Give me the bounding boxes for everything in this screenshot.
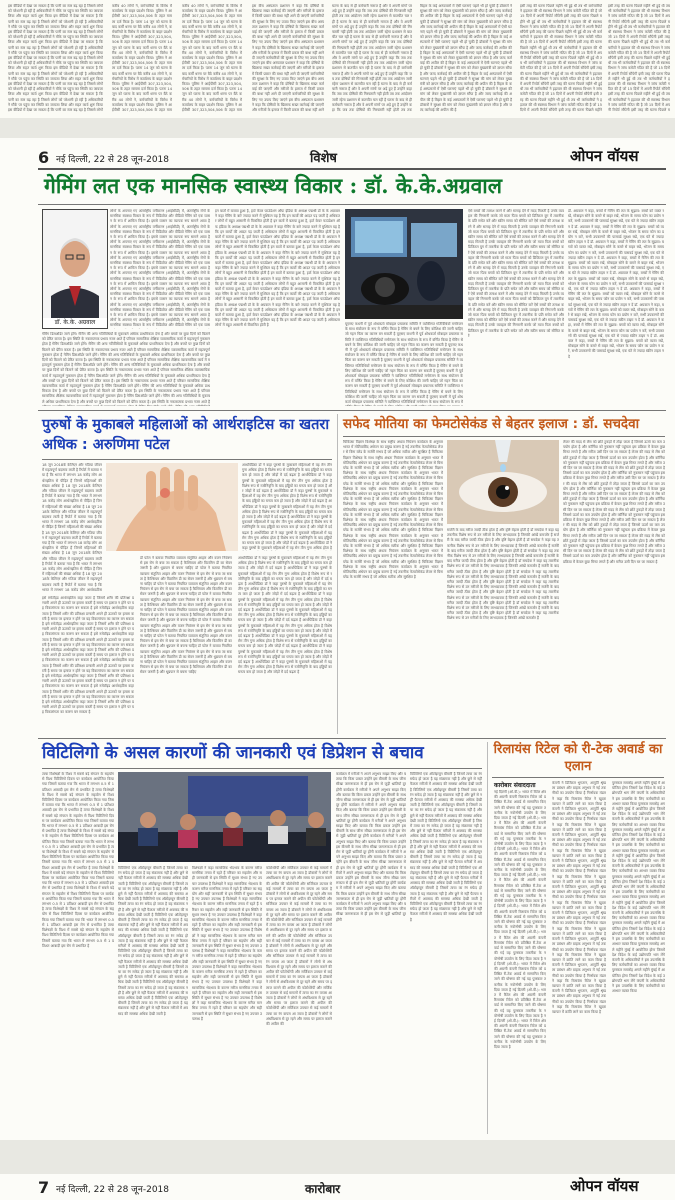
prev-column-6: इसी तरह की घटना पिछले महीने भी हुई थी तब भी कर्मचारियों ने हड़ताल की थी स्वास्थ्य विभाग ने जांच कमेटी गठित की है जो 15 दिनों में अपनी रिपोर्ट सौंपेगी इसी तरह की घटना पिछले महीने भी हुई थी तब भी कर्मचारियों ने हड़ताल की थी स्वास्थ्य विभाग ने जांच कमेटी गठित की है जो 15 दिनों में अपनी रिपोर्ट सौंपेगी इसी तरह की घटना पिछले महीने भी हुई थी तब भी कर्मचारियों ने हड़ताल की थी स्वास्थ्य विभाग ने जांच कमेटी गठित की है जो 15 दिनों में अपनी रिपोर्ट सौंपेगी इसी तरह की घटना पिछले महीने भी हुई थी तब भी कर्मचारियों ने हड़ताल की थी स्वास्थ्य विभाग ने जांच कमेटी गठित की है जो 15 दिनों में अपनी रिपोर्ट सौंपेगी इसी तरह की घटना पिछले महीने भी हुई थी तब भी कर्मचारियों ने हड़ताल की थी स्वास्थ्य विभाग ने जांच कमेटी गठित की है जो 15 दिनों में अपनी रिपोर्ट सौंपेगी इसी तरह की घटना पिछले महीने भी हुई थी तब भी कर्मचारियों ने हड़ताल की थी स्वास्थ्य विभाग ने जांच कमेटी गठित की है जो 15 दिनों में अपनी रिपोर्ट सौंपेगी इसी तरह की घटना पिछले महीने भी हुई थी तब भी कर्मचारियों ने हड़ताल की थी स्वास्थ्य विभाग ने जांच कमेटी गठित की है जो 15 दिनों में अपनी रिपोर्ट सौंपेगी इसी तरह की घटना पिछले महीने भी हुई थी तब भी कर्मचारियों ने हड़ताल की थी स्वास्थ्य विभाग ने जांच कमेटी गठित की है जो 15 दिनों में अपनी रिपोर्ट सौंपेगी इसी तरह की घटना पिछले महीने: [520, 4, 602, 112]
header-rule: [38, 168, 666, 170]
prev-column-7: इसी तरह की घटना पिछले महीने भी हुई थी तब भी कर्मचारियों ने हड़ताल की थी स्वास्थ्य विभाग ने जांच कमेटी गठित की है जो 15 दिनों में अपनी रिपोर्ट सौंपेगी इसी तरह की घटना पिछले महीने भी हुई थी तब भी कर्मचारियों ने हड़ताल की थी स्वास्थ्य विभाग ने जांच कमेटी गठित की है जो 15 दिनों में अपनी रिपोर्ट सौंपेगी इसी तरह की घटना पिछले महीने भी हुई थी तब भी कर्मचारियों ने हड़ताल की थी स्वास्थ्य विभाग ने जांच कमेटी गठित की है जो 15 दिनों में अपनी रिपोर्ट सौंपेगी इसी तरह की घटना पिछले महीने भी हुई थी तब भी कर्मचारियों ने हड़ताल की थी स्वास्थ्य विभाग ने जांच कमेटी गठित की है जो 15 दिनों में अपनी रिपोर्ट सौंपेगी इसी तरह की घटना पिछले महीने भी हुई थी तब भी कर्मचारियों ने हड़ताल की थी स्वास्थ्य विभाग ने जांच कमेटी गठित की है जो 15 दिनों में अपनी रिपोर्ट सौंपेगी इसी तरह की घटना पिछले महीने भी हुई थी तब भी कर्मचारियों ने हड़ताल की थी स्वास्थ्य विभाग ने जांच कमेटी गठित की है जो 15 दिनों में अपनी रिपोर्ट सौंपेगी इसी तरह की घटना पिछले म: [608, 4, 670, 112]
prev-column-1: इस वीडियो में देखा जा सकता है कि पानी का स्तर बढ़ रहा है जिससे लोगों को परेशानी हो रही है अधिकारियों ने मौके पर पहुंच कर स्थिति का जायजा लिया और राहत कार्य शुरू किया इस वीडियो में देखा जा सकता है कि पानी का स्तर बढ़ रहा है जिससे लोगों को परेशानी हो रही है अधिकारियों ने मौके पर पहुंच कर स्थिति का जायजा लिया और राहत कार्य शुरू किया इस वीडियो में देखा जा सकता है कि पानी का स्तर बढ़ रहा है जिससे लोगों को परेशानी हो रही है अधिकारियों ने मौके पर पहुंच कर स्थिति का जायजा लिया और राहत कार्य शुरू किया इस वीडियो में देखा जा सकता है कि पानी का स्तर बढ़ रहा है जिससे लोगों को परेशानी हो रही है अधिकारियों ने मौके पर पहुंच कर स्थिति का जायजा लिया और राहत कार्य शुरू किया इस वीडियो में देखा जा सकता है कि पानी का स्तर बढ़ रहा है जिससे लोगों को परेशानी हो रही है अधिकारियों ने मौके पर पहुंच कर स्थिति का जायजा लिया और राहत कार्य शुरू किया इस वीडियो में देखा जा सकता है कि पानी का स्तर बढ़ रहा है जिससे लोगों को परेशानी हो रही है अधिकारियों ने मौके पर पहुंच कर स्थिति का जायजा लिया और राहत कार्य शुरू किया इस वीडियो में देखा जा सकता है कि पानी का स्तर बढ़ रहा है जिससे लोगों को परेशानी हो रही है अधिकारियों ने मौके पर पहुंच कर स्थिति का जायजा लिया और राहत कार्य शुरू किया इस वीडियो में देखा जा सकता है कि पानी का स्तर बढ़ रहा है जिससे लोगों को परेशानी हो रही है अधिकारियों ने मौके पर पहुंच कर स्थिति का जायजा लिया और राहत कार्य शुरू किया इस वीडियो में देखा जा सकता है कि पानी का स्तर बढ़ रहा है जिससे लोगों: [8, 4, 103, 112]
gaming-bottom-rule: [38, 410, 666, 411]
vitiligo-col-6: विटिलिगो एक ऑटोइम्यून बीमारी है जिसमें त्वचा का रंग सफेद हो जाता है यह संक्रामक नहीं है और छूने से नहीं फैलता मरीजों में अवसाद की समस्या अधिक देखी जाती है विटिलिगो एक ऑटोइम्यून बीमारी है जिसमें त्वचा का रंग सफेद हो जाता है यह संक्रामक नहीं है और छूने से नहीं फैलता मरीजों में अवसाद की समस्या अधिक देखी जाती है विटिलिगो एक ऑटोइम्यून बीमारी है जिसमें त्वचा का रंग सफेद हो जाता है यह संक्रामक नहीं है और छूने से नहीं फैलता मरीजों में अवसाद की समस्या अधिक देखी जाती है विटिलिगो एक ऑटोइम्यून बीमारी है जिसमें त्वचा का रंग सफेद हो जाता है यह संक्रामक नहीं है और छूने से नहीं फैलता मरीजों में अवसाद की समस्या अधिक देखी जाती है विटिलिगो एक ऑटोइम्यून बीमारी है जिसमें त्वचा का रंग सफेद हो जाता है यह संक्रामक नहीं है और छूने से नहीं फैलता मरीजों में अवसाद की समस्या अधिक देखी जाती है विटिलिगो एक ऑटोइम्यून बीमारी है जिसमें त्वचा का रंग सफेद हो जाता है यह संक्रामक नहीं है और छूने से नहीं फैलता मरीजों में अवसाद की समस्या अधिक देखी जाती है विटिलिगो एक ऑटोइम्यून बीमारी है जिसमें त्वचा का रंग सफेद हो जाता है यह संक्रामक नहीं है और छूने से नहीं फैलता मरीजों में अवसाद की समस्या अधिक देखी जाती है विटिलिगो एक ऑटोइम्यून बीमारी है जिसमें त्वचा का रंग सफेद हो जाता है यह संक्रामक नहीं है और छूने से नहीं फैलता मरीजों में अवसाद की समस्या अधिक देखी जाती है विटिलिगो एक ऑटोइम्यून बीमारी है जिसमें त्वचा का रंग सफेद हो जाता है यह संक्रामक नहीं है और छूने से नहीं फैलता मरीजों में अवसाद की समस्या अधिक देखी जाती है: [410, 772, 482, 922]
cataract-col-2: सर्जरी के बाद मरीज जल्दी ठीक होता है और दृष्टि बेहतर होती है डॉ सचदेवा ने कहा यह तकनीक विशेष रूप से उन मरीजों के लिए लाभदायक है जिनकी आंखें कमजोर हैं सर्जरी के बाद मरीज जल्दी ठीक होता है और दृष्टि बेहतर होती है डॉ सचदेवा ने कहा यह तकनीक विशेष रूप से उन मरीजों के लिए लाभदायक है जिनकी आंखें कमजोर हैं सर्जरी के बाद मरीज जल्दी ठीक होता है और दृष्टि बेहतर होती है डॉ सचदेवा ने कहा यह तकनीक विशेष रूप से उन मरीजों के लिए लाभदायक है जिनकी आंखें कमजोर हैं सर्जरी के बाद मरीज जल्दी ठीक होता है और दृष्टि बेहतर होती है डॉ सचदेवा ने कहा यह तकनीक विशेष रूप से उन मरीजों के लिए लाभदायक है जिनकी आंखें कमजोर हैं सर्जरी के बाद मरीज जल्दी ठीक होता है और दृष्टि बेहतर होती है डॉ सचदेवा ने कहा यह तकनीक विशेष रूप से उन मरीजों के लिए लाभदायक है जिनकी आंखें कमजोर हैं सर्जरी के बाद मरीज जल्दी ठीक होता है और दृष्टि बेहतर होती है डॉ सचदेवा ने कहा यह तकनीक विशेष रूप से उन मरीजों के लिए लाभदायक है जिनकी आंखें कमजोर हैं सर्जरी के बाद मरीज जल्दी ठीक होता है और दृष्टि बेहतर होती है डॉ सचदेवा ने कहा यह तकनीक विशेष रूप से उन मरीजों के लिए लाभदायक है जिनकी आंखें कमजोर हैं सर्जरी के बाद मरीज जल्दी ठीक होता है और दृष्टि बेहतर होती है डॉ सचदेवा ने कहा यह तकनीक विशेष रूप से उन मरीजों के लिए लाभदायक है जिनकी आंखें कमजोर हैं सर्जरी के बाद मरीज जल्दी ठीक होता है और दृष्टि बेहतर होती है डॉ सचदेवा ने कहा यह तकनीक विशेष रूप से उन मरीजों के लिए लाभदायक है जिनकी आंखें कमजोर हैं: [447, 528, 559, 621]
previous-page-strip: [0, 0, 675, 120]
cataract-rule: [343, 436, 665, 437]
panel-discussion-icon: [118, 772, 331, 862]
date-line: नई दिल्ली, 22 से 28 जून-2018: [56, 155, 169, 165]
gaming-col-3: इन बातों में बताया हुआ है, हार्ट केयर फाउंडेशन ऑफ इंडिया के अध्यक्ष पद्मश्री डॉ के के अग्रवाल ने कहा गेमिंग के बारे ज्यादा करने में मुश्किल यह है कि इन कार्यों की आदत पड़ जाती है अधिकतर लोगों में बहुत आसानी से विकसित होती है इन बातों में बताया हुआ है, हार्ट केयर फाउंडेशन ऑफ इंडिया के अध्यक्ष पद्मश्री डॉ के के अग्रवाल ने कहा गेमिंग के बारे ज्यादा करने में मुश्किल यह है कि इन कार्यों की आदत पड़ जाती है अधिकतर लोगों में बहुत आसानी से विकसित होती है इन बातों में बताया हुआ है, हार्ट केयर फाउंडेशन ऑफ इंडिया के अध्यक्ष पद्मश्री डॉ के के अग्रवाल ने कहा गेमिंग के बारे ज्यादा करने में मुश्किल यह है कि इन कार्यों की आदत पड़ जाती है अधिकतर लोगों में बहुत आसानी से विकसित होती है इन बातों में बताया हुआ है, हार्ट केयर फाउंडेशन ऑफ इंडिया के अध्यक्ष पद्मश्री डॉ के के अग्रवाल ने कहा गेमिंग के बारे ज्यादा करने में मुश्किल यह है कि इन कार्यों की आदत पड़ जाती है अधिकतर लोगों में बहुत आसानी से विकसित होती है इन बातों में बताया हुआ है, हार्ट केयर फाउंडेशन ऑफ इंडिया के अध्यक्ष पद्मश्री डॉ के के अग्रवाल ने कहा गेमिंग के बारे ज्यादा करने में मुश्किल यह है कि इन कार्यों की आदत पड़ जाती है अधिकतर लोगों में बहुत आसानी से विकसित होती है इन बातों में बताया हुआ है, हार्ट केयर फाउंडेशन ऑफ इंडिया के अध्यक्ष पद्मश्री डॉ के के अग्रवाल ने कहा गेमिंग के बारे ज्यादा करने में मुश्किल यह है कि इन कार्यों की आदत पड़ जाती है अधिकतर लोगों में बहुत आसानी से विकसित होती है इन बातों में बताया हुआ है, हार्ट केयर फाउंडेशन ऑफ इंडिया के अध्यक्ष पद्मश्री डॉ के के अग्रवाल ने कहा गेमिंग के बारे ज्यादा करने में मुश्किल यह है कि इन कार्यों की आदत पड़ जाती है अधिकतर लोगों में बहुत आसानी से विकसित होती है इन बातों में बताया हुआ है, हार्ट केयर फाउंडेशन ऑफ इंडिया के अध्यक्ष पद्मश्री डॉ के के अग्रवाल ने कहा गेमिंग के बारे ज्यादा करने में मुश्किल यह है कि इन कार्यों की आदत पड़ जाती है अधिकतर लोगों में बहुत आसानी से विकसित होती है इन बातों में बताया हुआ है, हार्ट केयर फाउंडेशन ऑफ इंडिया के अध्यक्ष पद्मश्री डॉ के के अग्रवाल ने कहा गेमिंग के बारे ज्यादा करने में मुश्किल यह है कि इन कार्यों की आदत पड़ जाती है अधिकतर लोगों में बहुत आसानी से विकसित होती है: [215, 209, 340, 328]
vitiligo-photo: [118, 772, 331, 862]
cataract-col-1: चिकित्सा विज्ञान विशेषज्ञ के साथ राष्ट्रीय अंधता नियंत्रण कार्यक्रम के अनुसार भारत में मोतियाबिंद अंधेपन का प्रमुख कारण है नई तकनीक फेमटोसेकंड लेजर से बिना ब्लेड के सर्जरी संभव है जो अधिक सटीक और सुरक्षित है चिकित्सा विज्ञान विशेषज्ञ के साथ राष्ट्रीय अंधता नियंत्रण कार्यक्रम के अनुसार भारत में मोतियाबिंद अंधेपन का प्रमुख कारण है नई तकनीक फेमटोसेकंड लेजर से बिना ब्लेड के सर्जरी संभव है जो अधिक सटीक और सुरक्षित है चिकित्सा विज्ञान विशेषज्ञ के साथ राष्ट्रीय अंधता नियंत्रण कार्यक्रम के अनुसार भारत में मोतियाबिंद अंधेपन का प्रमुख कारण है नई तकनीक फेमटोसेकंड लेजर से बिना ब्लेड के सर्जरी संभव है जो अधिक सटीक और सुरक्षित है चिकित्सा विज्ञान विशेषज्ञ के साथ राष्ट्रीय अंधता नियंत्रण कार्यक्रम के अनुसार भारत में मोतियाबिंद अंधेपन का प्रमुख कारण है नई तकनीक फेमटोसेकंड लेजर से बिना ब्लेड के सर्जरी संभव है जो अधिक सटीक और सुरक्षित है चिकित्सा विज्ञान विशेषज्ञ के साथ राष्ट्रीय अंधता नियंत्रण कार्यक्रम के अनुसार भारत में मोतियाबिंद अंधेपन का प्रमुख कारण है नई तकनीक फेमटोसेकंड लेजर से बिना ब्लेड के सर्जरी संभव है जो अधिक सटीक और सुरक्षित है चिकित्सा विज्ञान विशेषज्ञ के साथ राष्ट्रीय अंधता नियंत्रण कार्यक्रम के अनुसार भारत में मोतियाबिंद अंधेपन का प्रमुख कारण है नई तकनीक फेमटोसेकंड लेजर से बिना ब्लेड के सर्जरी संभव है जो अधिक सटीक और सुरक्षित है चिकित्सा विज्ञान विशेषज्ञ के साथ राष्ट्रीय अंधता नियंत्रण कार्यक्रम के अनुसार भारत में मोतियाबिंद अंधेपन का प्रमुख कारण है नई तकनीक फेमटोसेकंड लेजर से बिना ब्लेड के सर्जरी संभव है जो अधिक सटीक और सुरक्षित है चिकित्सा विज्ञान विशेषज्ञ के साथ राष्ट्रीय अंधता नियंत्रण कार्यक्रम के अनुसार भारत में मोतियाबिंद अंधेपन का प्रमुख कारण है नई तकनीक फेमटोसेकंड लेजर से बिना ब्लेड के सर्जरी संभव है जो अधिक सटीक और सुरक्षित है चिकित्सा विज्ञान विशेषज्ञ के साथ राष्ट्रीय अंधता नियंत्रण कार्यक्रम के अनुसार भारत में मोतियाबिंद अंधेपन का प्रमुख कारण है नई तकनीक फेमटोसेकंड लेजर से बिना ब्लेड के सर्जरी संभव है जो अधिक सटीक और सुरक्षित है: [343, 440, 443, 580]
vitiligo-col-1: त्वचा विशेषज्ञों के विश्व में सबसे बड़े संगठन के सहयोग से विश्व विटिलिगो दिवस पर कार्यक्रम आयोजित किया गया जिसमें बताया गया कि भारत में लगभग 0.5 से 1 प्रतिशत आबादी इस रोग से प्रभावित है त्वचा विशेषज्ञों के विश्व में सबसे बड़े संगठन के सहयोग से विश्व विटिलिगो दिवस पर कार्यक्रम आयोजित किया गया जिसमें बताया गया कि भारत में लगभग 0.5 से 1 प्रतिशत आबादी इस रोग से प्रभावित है त्वचा विशेषज्ञों के विश्व में सबसे बड़े संगठन के सहयोग से विश्व विटिलिगो दिवस पर कार्यक्रम आयोजित किया गया जिसमें बताया गया कि भारत में लगभग 0.5 से 1 प्रतिशत आबादी इस रोग से प्रभावित है त्वचा विशेषज्ञों के विश्व में सबसे बड़े संगठन के सहयोग से विश्व विटिलिगो दिवस पर कार्यक्रम आयोजित किया गया जिसमें बताया गया कि भारत में लगभग 0.5 से 1 प्रतिशत आबादी इस रोग से प्रभावित है त्वचा विशेषज्ञों के विश्व में सबसे बड़े संगठन के सहयोग से विश्व विटिलिगो दिवस पर कार्यक्रम आयोजित किया गया जिसमें बताया गया कि भारत में लगभग 0.5 से 1 प्रतिशत आबादी इस रोग से प्रभावित है त्वचा विशेषज्ञों के विश्व में सबसे बड़े संगठन के सहयोग से विश्व विटिलिगो दिवस पर कार्यक्रम आयोजित किया गया जिसमें बताया गया कि भारत में लगभग 0.5 से 1 प्रतिशत आबादी इस रोग से प्रभावित है त्वचा विशेषज्ञों के विश्व में सबसे बड़े संगठन के सहयोग से विश्व विटिलिगो दिवस पर कार्यक्रम आयोजित किया गया जिसमें बताया गया कि भारत में लगभग 0.5 से 1 प्रतिशत आबादी इस रोग से प्रभावित है त्वचा विशेषज्ञों के विश्व में सबसे बड़े संगठन के सहयोग से विश्व विटिलिगो दिवस पर कार्यक्रम आयोजित किया गया जिसमें बताया गया कि भारत में लगभग 0.5 से 1 प्रतिशत आबादी इस रोग से प्रभावित है त्वचा विशेषज्ञों के विश्व में सबसे बड़े संगठन के सहयोग से विश्व विटिलिगो दिवस पर कार्यक्रम आयोजित किया गया जिसमें बताया गया कि भारत में लगभग 0.5 से 1 प्रतिशत आबादी इस रोग से प्रभावित है: [42, 772, 114, 948]
reliance-col-1: नई दिल्ली (ओ.वी.): भारत में रिटेल क्षेत्र की अग्रणी कंपनी रिलायंस रिटेल को प्रतिष्ठित री-टेक अवार्ड से सम्मानित किए जाने की घोषणा की गई यह पुरस्कार तकनीक के नवोन्मेषी उपयोग के लिए दिया जाता है नई दिल्ली (ओ.वी.): भारत में रिटेल क्षेत्र की अग्रणी कंपनी रिलायंस रिटेल को प्रतिष्ठित री-टेक अवार्ड से सम्मानित किए जाने की घोषणा की गई यह पुरस्कार तकनीक के नवोन्मेषी उपयोग के लिए दिया जाता है नई दिल्ली (ओ.वी.): भारत में रिटेल क्षेत्र की अग्रणी कंपनी रिलायंस रिटेल को प्रतिष्ठित री-टेक अवार्ड से सम्मानित किए जाने की घोषणा की गई यह पुरस्कार तकनीक के नवोन्मेषी उपयोग के लिए दिया जाता है नई दिल्ली (ओ.वी.): भारत में रिटेल क्षेत्र की अग्रणी कंपनी रिलायंस रिटेल को प्रतिष्ठित री-टेक अवार्ड से सम्मानित किए जाने की घोषणा की गई यह पुरस्कार तकनीक के नवोन्मेषी उपयोग के लिए दिया जाता है नई दिल्ली (ओ.वी.): भारत में रिटेल क्षेत्र की अग्रणी कंपनी रिलायंस रिटेल को प्रतिष्ठित री-टेक अवार्ड से सम्मानित किए जाने की घोषणा की गई यह पुरस्कार तकनीक के नवोन्मेषी उपयोग के लिए दिया जाता है नई दिल्ली (ओ.वी.): भारत में रिटेल क्षेत्र की अग्रणी कंपनी रिलायंस रिटेल को प्रतिष्ठित री-टेक अवार्ड से सम्मानित किए जाने की घोषणा की गई यह पुरस्कार तकनीक के नवोन्मेषी उपयोग के लिए दिया जाता है नई दिल्ली (ओ.वी.): भारत में रिटेल क्षेत्र की अग्रणी कंपनी रिलायंस रिटेल को प्रतिष्ठित री-टेक अवार्ड से सम्मानित किए जाने की घोषणा की गई यह पुरस्कार तकनीक के नवोन्मेषी उपयोग के लिए दिया जाता है नई दिल्ली (ओ.वी.): भारत में रिटेल क्षेत्र की अग्रणी कंपनी रिलायंस रिटेल को प्रतिष्ठित री-टेक अवार्ड से सम्मानित किए जाने की घोषणा की गई यह पुरस्कार तकनीक के नवोन्मेषी उपयोग के लिए दिया जाता है नई दिल्ली (ओ.वी.): भारत में रिटेल क्षेत्र की अग्रणी कंपनी रिलायंस रिटेल को प्रतिष्ठित री-टेक अवार्ड से सम्मानित किए जाने की घोषणा की गई यह पुरस्कार तकनीक के नवोन्मेषी उपयोग के लिए दिया जाता है: [494, 790, 546, 1049]
arthritis-col-1: 18 जून 2018के केलिएर और गठिया जीवन में महत्वपूर्ण बदलाव लाती है रिपोर्ट में बताया गया है कि भारत में लगभग 18 करोड़ लोग आर्थराइटिस से पीड़ित हैं जिनमें महिलाओं की संख्या अधिक है 18 जून 2018के केलिएर और गठिया जीवन में महत्वपूर्ण बदलाव लाती है रिपोर्ट में बताया गया है कि भारत में लगभग 18 करोड़ लोग आर्थराइटिस से पीड़ित हैं जिनमें महिलाओं की संख्या अधिक है 18 जून 2018के केलिएर और गठिया जीवन में महत्वपूर्ण बदलाव लाती है रिपोर्ट में बताया गया है कि भारत में लगभग 18 करोड़ लोग आर्थराइटिस से पीड़ित हैं जिनमें महिलाओं की संख्या अधिक है 18 जून 2018के केलिएर और गठिया जीवन में महत्वपूर्ण बदलाव लाती है रिपोर्ट में बताया गया है कि भारत में लगभग 18 करोड़ लोग आर्थराइटिस से पीड़ित हैं जिनमें महिलाओं की संख्या अधिक है 18 जून 2018के केलिएर और गठिया जीवन में महत्वपूर्ण बदलाव लाती है रिपोर्ट में बताया गया है कि भारत में लगभग 18 करोड़ लोग आर्थराइटिस से पीड़ित हैं जिनमें महिलाओं की संख्या अधिक है 18 जून 2018के केलिएर और गठिया जीवन में महत्वपूर्ण बदलाव लाती है रिपोर्ट में बताया गया है कि भारत में लगभग 18 करोड़ लोग आर्थराइटिस: [42, 463, 102, 591]
arthritis-photo: [106, 463, 238, 551]
gaming-col-2: गेमिंग डिसऑर्डर जाने होंगे। गेमिंग की अन्य गतिविधियों के मुकाबले अधिक प्राथमिकता देना है और बच्चों पर कुछ दिनों को बिताने को प्रेरित करता है। इस स्थिति के नकारात्मक प्रभाव नजर आते हैं परिवार सामाजिक शैक्षिक व्यावसायिक कार्य में महत्वपूर्ण नुकसान होता है गेमिंग डिसऑर्डर जाने होंगे। गेमिंग की अन्य गतिविधियों के मुकाबले अधिक प्राथमिकता देना है और बच्चों पर कुछ दिनों को बिताने को प्रेरित करता है। इस स्थिति के नकारात्मक प्रभाव नजर आते हैं परिवार सामाजिक शैक्षिक व्यावसायिक कार्य में महत्वपूर्ण नुकसान होता है गेमिंग डिसऑर्डर जाने होंगे। गेमिंग की अन्य गतिविधियों के मुकाबले अधिक प्राथमिकता देना है और बच्चों पर कुछ दिनों को बिताने को प्रेरित करता है। इस स्थिति के नकारात्मक प्रभाव नजर आते हैं परिवार सामाजिक शैक्षिक व्यावसायिक कार्य में महत्वपूर्ण नुकसान होता है गेमिंग डिसऑर्डर जाने होंगे। गेमिंग की अन्य गतिविधियों के मुकाबले अधिक प्राथमिकता देना है और बच्चों पर कुछ दिनों को बिताने को प्रेरित करता है। इस स्थिति के नकारात्मक प्रभाव नजर आते हैं परिवार सामाजिक शैक्षिक व्यावसायिक कार्य में महत्वपूर्ण नुकसान होता है गेमिंग डिसऑर्डर जाने होंगे। गेमिंग की अन्य गतिविधियों के मुकाबले अधिक प्राथमिकता देना है और बच्चों पर कुछ दिनों को बिताने को प्रेरित करता है। इस स्थिति के नकारात्मक प्रभाव नजर आते हैं परिवार सामाजिक शैक्षिक व्यावसायिक कार्य में महत्वपूर्ण नुकसान होता है गेमिंग डिसऑर्डर जाने होंगे। गेमिंग की अन्य गतिविधियों के मुकाबले अधिक प्राथमिकता देना है और बच्चों पर कुछ दिनों को बिताने को प्रेरित करता है। इस स्थिति के नकारात्मक प्रभाव नजर आते हैं परिवार सामाजिक शैक्षिक व्यावसायिक कार्य में महत्वपूर्ण नुकसान होता है गेमिंग डिसऑर्डर जाने होंगे। गेमिंग की अन्य गतिविधियों के मुकाबले अधिक प्राथमिकता देना है और बच्चों पर कुछ दिनों को बिताने को प्रेरित करता है। इस स्थिति के नकारात्मक प्रभाव नजर आते हैं: [42, 332, 210, 404]
eye-photo: [447, 440, 559, 524]
reliance-byline: कारोबार संवाददाता: [494, 782, 536, 789]
arthritis-col-4: डॉ पटेल ने बताया नियमित व्यायाम संतुलित आहार और वजन नियंत्रण से इस रोग से बचा जा सकता है कैल्शियम और विटामिन डी का सेवन जरूरी है और धूम्रपान से बचना चाहिए डॉ पटेल ने बताया नियमित व्यायाम संतुलित आहार और वजन नियंत्रण से इस रोग से बचा जा सकता है कैल्शियम और विटामिन डी का सेवन जरूरी है और धूम्रपान से बचना चाहिए डॉ पटेल ने बताया नियमित व्यायाम संतुलित आहार और वजन नियंत्रण से इस रोग से बचा जा सकता है कैल्शियम और विटामिन डी का सेवन जरूरी है और धूम्रपान से बचना चाहिए डॉ पटेल ने बताया नियमित व्यायाम संतुलित आहार और वजन नियंत्रण से इस रोग से बचा जा सकता है कैल्शियम और विटामिन डी का सेवन जरूरी है और धूम्रपान से बचना चाहिए डॉ पटेल ने बताया नियमित व्यायाम संतुलित आहार और वजन नियंत्रण से इस रोग से बचा जा सकता है कैल्शियम और विटामिन डी का सेवन जरूरी है और धूम्रपान से बचना चाहिए डॉ पटेल ने बताया नियमित व्यायाम संतुलित आहार और वजन नियंत्रण से इस रोग से बचा जा सकता है कैल्शियम और विटामिन डी का सेवन जरूरी है और धूम्रपान से बचना चाहिए डॉ पटेल ने बताया नियमित व्यायाम संतुलित आहार और वजन नियंत्रण से इस रोग से बचा जा सकता है कैल्शियम और विटामिन डी का सेवन जरूरी है और धूम्रपान से बचना चाहिए डॉ पटेल ने बताया नियमित व्यायाम संतुलित आहार और वजन नियंत्रण से इस रोग से बचा जा सकता है कैल्शियम और विटामिन डी का सेवन जरूरी है और धूम्रपान से बचना चाहिए डॉ पटेल ने बताया नियमित व्यायाम संतुलित आहार और वजन नियंत्रण से इस रोग से बचा जा सकता है कैल्शियम और विटामिन डी का सेवन जरूरी है और धूम्रपान से बचना चाहिए: [140, 556, 232, 675]
page-number: 6: [38, 148, 50, 167]
reliance-rule: [492, 777, 664, 778]
next-date-line: नई दिल्ली, 22 से 28 जून-2018: [56, 1185, 169, 1195]
reliance-col-2: कंपनी ने डिजिटल भुगतान, आपूर्ति श्रृंखला प्रबंधन और ग्राहक अनुभव में नई तकनीकों का उपयोग किया है निर्णायक मंडल ने कहा कि रिलायंस रिटेल ने खुदरा व्यापार में क्रांति लाने का काम किया है कंपनी ने डिजिटल भुगतान, आपूर्ति श्रृंखला प्रबंधन और ग्राहक अनुभव में नई तकनीकों का उपयोग किया है निर्णायक मंडल ने कहा कि रिलायंस रिटेल ने खुदरा व्यापार में क्रांति लाने का काम किया है कंपनी ने डिजिटल भुगतान, आपूर्ति श्रृंखला प्रबंधन और ग्राहक अनुभव में नई तकनीकों का उपयोग किया है निर्णायक मंडल ने कहा कि रिलायंस रिटेल ने खुदरा व्यापार में क्रांति लाने का काम किया है कंपनी ने डिजिटल भुगतान, आपूर्ति श्रृंखला प्रबंधन और ग्राहक अनुभव में नई तकनीकों का उपयोग किया है निर्णायक मंडल ने कहा कि रिलायंस रिटेल ने खुदरा व्यापार में क्रांति लाने का काम किया है कंपनी ने डिजिटल भुगतान, आपूर्ति श्रृंखला प्रबंधन और ग्राहक अनुभव में नई तकनीकों का उपयोग किया है निर्णायक मंडल ने कहा कि रिलायंस रिटेल ने खुदरा व्यापार में क्रांति लाने का काम किया है कंपनी ने डिजिटल भुगतान, आपूर्ति श्रृंखला प्रबंधन और ग्राहक अनुभव में नई तकनीकों का उपयोग किया है निर्णायक मंडल ने कहा कि रिलायंस रिटेल ने खुदरा व्यापार में क्रांति लाने का काम किया है कंपनी ने डिजिटल भुगतान, आपूर्ति श्रृंखला प्रबंधन और ग्राहक अनुभव में नई तकनीकों का उपयोग किया है निर्णायक मंडल ने कहा कि रिलायंस रिटेल ने खुदरा व्यापार में क्रांति लाने का काम किया है कंपनी ने डिजिटल भुगतान, आपूर्ति श्रृंखला प्रबंधन और ग्राहक अनुभव में नई तकनीकों का उपयोग किया है निर्णायक मंडल ने कहा कि रिलायंस रिटेल ने खुदरा व्यापार में क्रांति लाने का काम किया है कंपनी ने डिजिटल भुगतान, आपूर्ति श्रृंखला प्रबंधन और ग्राहक अनुभव में नई तकनीकों का उपयोग किया है निर्णायक मंडल ने कहा कि रिलायंस रिटेल ने खुदरा व्यापार में क्रांति लाने का काम किया है: [552, 781, 606, 1014]
gaming-headline: गेमिंग लत एक मानसिक स्वास्थ्य विकार : डॉ. के.के.अग्रवाल: [44, 173, 502, 198]
prev-column-2: करीब 40 लोगों ने, कर्मचारियों के विरोध में कार्यालय के बाहर प्रदर्शन किया। पुलिस ने आईपीसी 307,323,504,506 के तहत मामला दर्ज किया है। पटना 14 जून को घटना के बाद कर्मी धरना पर बैठे करीब 40 लोगों ने, कर्मचारियों के विरोध में कार्यालय के बाहर प्रदर्शन किया। पुलिस ने आईपीसी 307,323,504,506 के तहत मामला दर्ज किया है। पटना 14 जून को घटना के बाद कर्मी धरना पर बैठे करीब 40 लोगों ने, कर्मचारियों के विरोध में कार्यालय के बाहर प्रदर्शन किया। पुलिस ने आईपीसी 307,323,504,506 के तहत मामला दर्ज किया है। पटना 14 जून को घटना के बाद कर्मी धरना पर बैठे करीब 40 लोगों ने, कर्मचारियों के विरोध में कार्यालय के बाहर प्रदर्शन किया। पुलिस ने आईपीसी 307,323,504,506 के तहत मामला दर्ज किया है। पटना 14 जून को घटना के बाद कर्मी धरना पर बैठे करीब 40 लोगों ने, कर्मचारियों के विरोध में कार्यालय के बाहर प्रदर्शन किया। पुलिस ने आईपीसी 307,323,504,506 के तहत माम: [112, 4, 172, 112]
doctor-portrait-icon: [43, 210, 107, 318]
prev-column-2b: करीब 40 लोगों ने, कर्मचारियों के विरोध में कार्यालय के बाहर प्रदर्शन किया। पुलिस ने आईपीसी 307,323,504,506 के तहत मामला दर्ज किया है। पटना 14 जून को घटना के बाद कर्मी धरना पर बैठे करीब 40 लोगों ने, कर्मचारियों के विरोध में कार्यालय के बाहर प्रदर्शन किया। पुलिस ने आईपीसी 307,323,504,506 के तहत मामला दर्ज किया है। पटना 14 जून को घटना के बाद कर्मी धरना पर बैठे करीब 40 लोगों ने, कर्मचारियों के विरोध में कार्यालय के बाहर प्रदर्शन किया। पुलिस ने आईपीसी 307,323,504,506 के तहत मामला दर्ज किया है। पटना 14 जून को घटना के बाद कर्मी धरना पर बैठे करीब 40 लोगों ने, कर्मचारियों के विरोध में कार्यालय के बाहर प्रदर्शन किया। पुलिस ने आईपीसी 307,323,504,506 के तहत मामला दर्ज किया है। पटना 14 जून को घटना के बाद कर्मी धरना पर बैठे करीब 40 लोगों ने, कर्मचारियों के विरोध में कार्यालय के बाहर प्रदर्शन किया। पुलिस ने आईपीसी 307,323,504,506 के तहत माम: [182, 4, 242, 112]
gaming-col-6: डॉ. अग्रवाल ने कहा, बच्चों में गेमिंग की लत के सुझाव: बच्चों को व्यस्त रखें, मोबाइल सोने के कमरे से बाहर रखें, भोजन के समय फोन का प्रयोग न करें, सभी उपकरणों की पासवर्ड सुरक्षा रखें, एक घंटे से ज्यादा स्क्रीन टाइम न दें डॉ. अग्रवाल ने कहा, बच्चों में गेमिंग की लत के सुझाव: बच्चों को व्यस्त रखें, मोबाइल सोने के कमरे से बाहर रखें, भोजन के समय फोन का प्रयोग न करें, सभी उपकरणों की पासवर्ड सुरक्षा रखें, एक घंटे से ज्यादा स्क्रीन टाइम न दें डॉ. अग्रवाल ने कहा, बच्चों में गेमिंग की लत के सुझाव: बच्चों को व्यस्त रखें, मोबाइल सोने के कमरे से बाहर रखें, भोजन के समय फोन का प्रयोग न करें, सभी उपकरणों की पासवर्ड सुरक्षा रखें, एक घंटे से ज्यादा स्क्रीन टाइम न दें डॉ. अग्रवाल ने कहा, बच्चों में गेमिंग की लत के सुझाव: बच्चों को व्यस्त रखें, मोबाइल सोने के कमरे से बाहर रखें, भोजन के समय फोन का प्रयोग न करें, सभी उपकरणों की पासवर्ड सुरक्षा रखें, एक घंटे से ज्यादा स्क्रीन टाइम न दें डॉ. अग्रवाल ने कहा, बच्चों में गेमिंग की लत के सुझाव: बच्चों को व्यस्त रखें, मोबाइल सोने के कमरे से बाहर रखें, भोजन के समय फोन का प्रयोग न करें, सभी उपकरणों की पासवर्ड सुरक्षा रखें, एक घंटे से ज्यादा स्क्रीन टाइम न दें डॉ. अग्रवाल ने कहा, बच्चों में गेमिंग की लत के सुझाव: बच्चों को व्यस्त रखें, मोबाइल सोने के कमरे से बाहर रखें, भोजन के समय फोन का प्रयोग न करें, सभी उपकरणों की पासवर्ड सुरक्षा रखें, एक घंटे से ज्यादा स्क्रीन टाइम न दें डॉ. अग्रवाल ने कहा, बच्चों में गेमिंग की लत के सुझाव: बच्चों को व्यस्त रखें, मोबाइल सोने के कमरे से बाहर रखें, भोजन के समय फोन का प्रयोग न करें, सभी उपकरणों की पासवर्ड सुरक्षा रखें, एक घंटे से ज्यादा स्क्रीन टाइम न दें डॉ. अग्रवाल ने कहा, बच्चों में गेमिंग की लत के सुझाव: बच्चों को व्यस्त रखें, मोबाइल सोने के कमरे से बाहर रखें, भोजन के समय फोन का प्रयोग न करें, सभी उपकरणों की पासवर्ड सुरक्षा रखें, एक घंटे से ज्यादा स्क्रीन टाइम न दें डॉ. अग्रवाल ने कहा, बच्चों में गेमिंग की लत के सुझाव: बच्चों को व्यस्त रखें, मोबाइल सोने के कमरे से बाहर रखें, भोजन के समय फोन का प्रयोग न करें, सभी उपकरणों की पासवर्ड सुरक्षा रखें, एक घंटे से ज्यादा स्क्रीन टाइम न दें: [568, 209, 664, 359]
page-gap: [0, 118, 675, 138]
middle-rule: [38, 738, 666, 739]
cataract-col-3: लेजर की मदद से लेंस को छोटे टुकड़ों में तोड़ा जाता है जिससे ऊर्जा का कम उपयोग होता है और कॉर्निया को नुकसान नहीं पहुंचता इस प्रक्रिया में केवल कुछ मिनट लगते हैं और मरीज उसी दिन घर जा सकता है लेजर की मदद से लेंस को छोटे टुकड़ों में तोड़ा जाता है जिससे ऊर्जा का कम उपयोग होता है और कॉर्निया को नुकसान नहीं पहुंचता इस प्रक्रिया में केवल कुछ मिनट लगते हैं और मरीज उसी दिन घर जा सकता है लेजर की मदद से लेंस को छोटे टुकड़ों में तोड़ा जाता है जिससे ऊर्जा का कम उपयोग होता है और कॉर्निया को नुकसान नहीं पहुंचता इस प्रक्रिया में केवल कुछ मिनट लगते हैं और मरीज उसी दिन घर जा सकता है लेजर की मदद से लेंस को छोटे टुकड़ों में तोड़ा जाता है जिससे ऊर्जा का कम उपयोग होता है और कॉर्निया को नुकसान नहीं पहुंचता इस प्रक्रिया में केवल कुछ मिनट लगते हैं और मरीज उसी दिन घर जा सकता है लेजर की मदद से लेंस को छोटे टुकड़ों में तोड़ा जाता है जिससे ऊर्जा का कम उपयोग होता है और कॉर्निया को नुकसान नहीं पहुंचता इस प्रक्रिया में केवल कुछ मिनट लगते हैं और मरीज उसी दिन घर जा सकता है लेजर की मदद से लेंस को छोटे टुकड़ों में तोड़ा जाता है जिससे ऊर्जा का कम उपयोग होता है और कॉर्निया को नुकसान नहीं पहुंचता इस प्रक्रिया में केवल कुछ मिनट लगते हैं और मरीज उसी दिन घर जा सकता है लेजर की मदद से लेंस को छोटे टुकड़ों में तोड़ा जाता है जिससे ऊर्जा का कम उपयोग होता है और कॉर्निया को नुकसान नहीं पहुंचता इस प्रक्रिया में केवल कुछ मिनट लगते हैं और मरीज उसी दिन घर जा सकता है लेजर की मदद से लेंस को छोटे टुकड़ों में तोड़ा जाता है जिससे ऊर्जा का कम उपयोग होता है और कॉर्निया को नुकसान नहीं पहुंचता इस प्रक्रिया में केवल कुछ मिनट लगते हैं और मरीज उसी दिन घर जा सकता है लेजर की मदद से लेंस को छोटे टुकड़ों में तोड़ा जाता है जिससे ऊर्जा का कम उपयोग होता है और कॉर्निया को नुकसान नहीं पहुंचता इस प्रक्रिया में केवल कुछ मिनट लगते हैं और मरीज उसी दिन घर जा सकता है: [563, 440, 665, 564]
masthead: ओपन वॉयस: [570, 147, 639, 165]
vitiligo-col-3: विशेषज्ञों ने कहा सामाजिक भेदभाव के कारण मरीज मानसिक तनाव में रहते हैं परिवार का सहयोग और सही जानकारी से इस स्थिति में सुधार संभव है नए उपचार उपलब्ध हैं विशेषज्ञों ने कहा सामाजिक भेदभाव के कारण मरीज मानसिक तनाव में रहते हैं परिवार का सहयोग और सही जानकारी से इस स्थिति में सुधार संभव है नए उपचार उपलब्ध हैं विशेषज्ञों ने कहा सामाजिक भेदभाव के कारण मरीज मानसिक तनाव में रहते हैं परिवार का सहयोग और सही जानकारी से इस स्थिति में सुधार संभव है नए उपचार उपलब्ध हैं विशेषज्ञों ने कहा सामाजिक भेदभाव के कारण मरीज मानसिक तनाव में रहते हैं परिवार का सहयोग और सही जानकारी से इस स्थिति में सुधार संभव है नए उपचार उपलब्ध हैं विशेषज्ञों ने कहा सामाजिक भेदभाव के कारण मरीज मानसिक तनाव में रहते हैं परिवार का सहयोग और सही जानकारी से इस स्थिति में सुधार संभव है नए उपचार उपलब्ध हैं विशेषज्ञों ने कहा सामाजिक भेदभाव के कारण मरीज मानसिक तनाव में रहते हैं परिवार का सहयोग और सही जानकारी से इस स्थिति में सुधार संभव है नए उपचार उपलब्ध हैं विशेषज्ञों ने कहा सामाजिक भेदभाव के कारण मरीज मानसिक तनाव में रहते हैं परिवार का सहयोग और सही जानकारी से इस स्थिति में सुधार संभव है नए उपचार उपलब्ध हैं विशेषज्ञों ने कहा सामाजिक भेदभाव के कारण मरीज मानसिक तनाव में रहते हैं परिवार का सहयोग और सही जानकारी से इस स्थिति में सुधार संभव है नए उपचार उपलब्ध हैं विशेषज्ञों ने कहा सामाजिक भेदभाव के कारण मरीज मानसिक तनाव में रहते हैं परिवार का सहयोग और सही जानकारी से इस स्थिति में सुधार संभव है नए उपचार उपलब्ध हैं: [192, 866, 262, 1021]
doctor-photo: [42, 209, 108, 329]
arthritis-rule: [42, 459, 332, 460]
vitiligo-rule: [42, 768, 482, 769]
arcade-game-icon: [345, 209, 463, 319]
vitiligo-col-4: फोटोथेरेपी और सर्जिकल उपचार से कई मामलों में त्वचा का रंग वापस आ जाता है डॉक्टरों ने लोगों से अंधविश्वास से दूर रहने और समय पर इलाज कराने की अपील की फोटोथेरेपी और सर्जिकल उपचार से कई मामलों में त्वचा का रंग वापस आ जाता है डॉक्टरों ने लोगों से अंधविश्वास से दूर रहने और समय पर इलाज कराने की अपील की फोटोथेरेपी और सर्जिकल उपचार से कई मामलों में त्वचा का रंग वापस आ जाता है डॉक्टरों ने लोगों से अंधविश्वास से दूर रहने और समय पर इलाज कराने की अपील की फोटोथेरेपी और सर्जिकल उपचार से कई मामलों में त्वचा का रंग वापस आ जाता है डॉक्टरों ने लोगों से अंधविश्वास से दूर रहने और समय पर इलाज कराने की अपील की फोटोथेरेपी और सर्जिकल उपचार से कई मामलों में त्वचा का रंग वापस आ जाता है डॉक्टरों ने लोगों से अंधविश्वास से दूर रहने और समय पर इलाज कराने की अपील की फोटोथेरेपी और सर्जिकल उपचार से कई मामलों में त्वचा का रंग वापस आ जाता है डॉक्टरों ने लोगों से अंधविश्वास से दूर रहने और समय पर इलाज कराने की अपील की फोटोथेरेपी और सर्जिकल उपचार से कई मामलों में त्वचा का रंग वापस आ जाता है डॉक्टरों ने लोगों से अंधविश्वास से दूर रहने और समय पर इलाज कराने की अपील की फोटोथेरेपी और सर्जिकल उपचार से कई मामलों में त्वचा का रंग वापस आ जाता है डॉक्टरों ने लोगों से अंधविश्वास से दूर रहने और समय पर इलाज कराने की अपील की फोटोथेरेपी और सर्जिकल उपचार से कई मामलों में त्वचा का रंग वापस आ जाता है डॉक्टरों ने लोगों से अंधविश्वास से दूर रहने और समय पर इलाज कराने की अपील की: [266, 866, 332, 1027]
gaming-col-5: ऐसे बच्चों की तलाश करने में और सलाह देने में मदद मिलती है उनके व्यवहार की निगरानी करके जो माता पिता बच्चों को डिजिटल युग में तकनीक के प्रति सचेत करें और स्क्रीन समय को सीमित करें ऐसे बच्चों की तलाश करने में और सलाह देने में मदद मिलती है उनके व्यवहार की निगरानी करके जो माता पिता बच्चों को डिजिटल युग में तकनीक के प्रति सचेत करें और स्क्रीन समय को सीमित करें ऐसे बच्चों की तलाश करने में और सलाह देने में मदद मिलती है उनके व्यवहार की निगरानी करके जो माता पिता बच्चों को डिजिटल युग में तकनीक के प्रति सचेत करें और स्क्रीन समय को सीमित करें ऐसे बच्चों की तलाश करने में और सलाह देने में मदद मिलती है उनके व्यवहार की निगरानी करके जो माता पिता बच्चों को डिजिटल युग में तकनीक के प्रति सचेत करें और स्क्रीन समय को सीमित करें ऐसे बच्चों की तलाश करने में और सलाह देने में मदद मिलती है उनके व्यवहार की निगरानी करके जो माता पिता बच्चों को डिजिटल युग में तकनीक के प्रति सचेत करें और स्क्रीन समय को सीमित करें ऐसे बच्चों की तलाश करने में और सलाह देने में मदद मिलती है उनके व्यवहार की निगरानी करके जो माता पिता बच्चों को डिजिटल युग में तकनीक के प्रति सचेत करें और स्क्रीन समय को सीमित करें ऐसे बच्चों की तलाश करने में और सलाह देने में मदद मिलती है उनके व्यवहार की निगरानी करके जो माता पिता बच्चों को डिजिटल युग में तकनीक के प्रति सचेत करें और स्क्रीन समय को सीमित करें ऐसे बच्चों की तलाश करने में और सलाह देने में मदद मिलती है उनके व्यवहार की निगरानी करके जो माता पिता बच्चों को डिजिटल युग में तकनीक के प्रति सचेत करें और स्क्रीन समय को सीमित करें ऐसे बच्चों की तलाश करने में और सलाह देने में मदद मिलती है उनके व्यवहार की निगरानी करके जो माता पिता बच्चों को डिजिटल युग में तकनीक के प्रति सचेत करें और स्क्रीन समय को सीमित करें: [468, 209, 564, 338]
vitiligo-headline: विटिलिगो के असल कारणों की जानकारी एवं डिप्रेशन से बचाव: [42, 743, 424, 763]
arthritis-col-3: इसे रुमेटॉइड आर्थराइटिस कहा जाता है जिसमें शरीर की प्रतिरक्षा प्रणाली अपने ही ऊतकों पर हमला करती है समय पर इलाज न होने पर यह विकलांगता का कारण बन सकता है इसे रुमेटॉइड आर्थराइटिस कहा जाता है जिसमें शरीर की प्रतिरक्षा प्रणाली अपने ही ऊतकों पर हमला करती है समय पर इलाज न होने पर यह विकलांगता का कारण बन सकता है इसे रुमेटॉइड आर्थराइटिस कहा जाता है जिसमें शरीर की प्रतिरक्षा प्रणाली अपने ही ऊतकों पर हमला करती है समय पर इलाज न होने पर यह विकलांगता का कारण बन सकता है इसे रुमेटॉइड आर्थराइटिस कहा जाता है जिसमें शरीर की प्रतिरक्षा प्रणाली अपने ही ऊतकों पर हमला करती है समय पर इलाज न होने पर यह विकलांगता का कारण बन सकता है इसे रुमेटॉइड आर्थराइटिस कहा जाता है जिसमें शरीर की प्रतिरक्षा प्रणाली अपने ही ऊतकों पर हमला करती है समय पर इलाज न होने पर यह विकलांगता का कारण बन सकता है इसे रुमेटॉइड आर्थराइटिस कहा जाता है जिसमें शरीर की प्रतिरक्षा प्रणाली अपने ही ऊतकों पर हमला करती है समय पर इलाज न होने पर यह विकलांगता का कारण बन सकता है इसे रुमेटॉइड आर्थराइटिस कहा जाता है जिसमें शरीर की प्रतिरक्षा प्रणाली अपने ही ऊतकों पर हमला करती है समय पर इलाज न होने पर यह विकलांगता का कारण बन सकता है इसे रुमेटॉइड आर्थराइटिस कहा जाता है जिसमें शरीर की प्रतिरक्षा प्रणाली अपने ही ऊतकों पर हमला करती है समय पर इलाज न होने पर यह विकलांगता का कारण बन सकता है इसे रुमेटॉइड आर्थराइटिस कहा जाता है जिसमें शरीर की प्रतिरक्षा प्रणाली अपने ही ऊतकों पर हमला करती है समय पर इलाज न होने पर यह विकलांगता का कारण बन सकता है: [42, 596, 134, 715]
arthritis-col-2: आर्थोपेडिस्ट डॉ ने कहा पुरुषों के मुकाबले महिलाओं में यह रोग तीन गुना अधिक होता है विशेष रूप से रजोनिवृत्ति के बाद हड्डियों का घनत्व कम हो जाता है और जोड़ों में दर्द बढ़ता है आर्थोपेडिस्ट डॉ ने कहा पुरुषों के मुकाबले महिलाओं में यह रोग तीन गुना अधिक होता है विशेष रूप से रजोनिवृत्ति के बाद हड्डियों का घनत्व कम हो जाता है और जोड़ों में दर्द बढ़ता है आर्थोपेडिस्ट डॉ ने कहा पुरुषों के मुकाबले महिलाओं में यह रोग तीन गुना अधिक होता है विशेष रूप से रजोनिवृत्ति के बाद हड्डियों का घनत्व कम हो जाता है और जोड़ों में दर्द बढ़ता है आर्थोपेडिस्ट डॉ ने कहा पुरुषों के मुकाबले महिलाओं में यह रोग तीन गुना अधिक होता है विशेष रूप से रजोनिवृत्ति के बाद हड्डियों का घनत्व कम हो जाता है और जोड़ों में दर्द बढ़ता है आर्थोपेडिस्ट डॉ ने कहा पुरुषों के मुकाबले महिलाओं में यह रोग तीन गुना अधिक होता है विशेष रूप से रजोनिवृत्ति के बाद हड्डियों का घनत्व कम हो जाता है और जोड़ों में दर्द बढ़ता है आर्थोपेडिस्ट डॉ ने कहा पुरुषों के मुकाबले महिलाओं में यह रोग तीन गुना अधिक होता है विशेष रूप से रजोनिवृत्ति के बाद हड्डियों का घनत्व कम हो जाता है और जोड़ों में दर्द बढ़ता है आर्थोपेडिस्ट डॉ ने कहा पुरुषों के मुकाबले महिलाओं में यह रोग तीन गुना अधिक होता है: [242, 463, 332, 551]
column-divider-2: [487, 742, 488, 1134]
next-page-number: 7: [38, 1178, 50, 1197]
gaming-col-1: लोगों के अपनाए गए अंतर्राष्ट्रीय वर्गीकरण (आईसीडी) में, अंतर्राष्ट्रीय रोगों के मानसिक स्वास्थ्य विकार के रूप में विडियोज और वीडियो गेमिंग को एक व्यसन के रूप में शामिल किया है। इससे व्यसन का व्यापक रूप सामने आया है लोगों के अपनाए गए अंतर्राष्ट्रीय वर्गीकरण (आईसीडी) में, अंतर्राष्ट्रीय रोगों के मानसिक स्वास्थ्य विकार के रूप में विडियोज और वीडियो गेमिंग को एक व्यसन के रूप में शामिल किया है। इससे व्यसन का व्यापक रूप सामने आया है लोगों के अपनाए गए अंतर्राष्ट्रीय वर्गीकरण (आईसीडी) में, अंतर्राष्ट्रीय रोगों के मानसिक स्वास्थ्य विकार के रूप में विडियोज और वीडियो गेमिंग को एक व्यसन के रूप में शामिल किया है। इससे व्यसन का व्यापक रूप सामने आया है लोगों के अपनाए गए अंतर्राष्ट्रीय वर्गीकरण (आईसीडी) में, अंतर्राष्ट्रीय रोगों के मानसिक स्वास्थ्य विकार के रूप में विडियोज और वीडियो गेमिंग को एक व्यसन के रूप में शामिल किया है। इससे व्यसन का व्यापक रूप सामने आया है लोगों के अपनाए गए अंतर्राष्ट्रीय वर्गीकरण (आईसीडी) में, अंतर्राष्ट्रीय रोगों के मानसिक स्वास्थ्य विकार के रूप में विडियोज और वीडियो गेमिंग को एक व्यसन के रूप में शामिल किया है। इससे व्यसन का व्यापक रूप सामने आया है लोगों के अपनाए गए अंतर्राष्ट्रीय वर्गीकरण (आईसीडी) में, अंतर्राष्ट्रीय रोगों के मानसिक स्वास्थ्य विकार के रूप में विडियोज और वीडियो गेमिंग को एक व्यसन के रूप में शामिल किया है। इससे व्यसन का व्यापक रूप सामने आया है लोगों के अपनाए गए अंतर्राष्ट्रीय वर्गीकरण (आईसीडी) में, अंतर्राष्ट्रीय रोगों के मानसिक स्वास्थ्य विकार के रूप में विडियोज और वीडियो गेमिंग को एक व्यसन के रूप में शामिल किया है। इससे व्यसन का व्यापक रूप सामने आया है लोगों के अपनाए गए अंतर्राष्ट्रीय वर्गीकरण (आईसीडी) में, अंतर्राष्ट्रीय रोगों के मानसिक स्वास्थ्य विकार के रूप में विडियोज और वीडियो गेमिंग को एक व्यस: [110, 209, 210, 328]
gaming-col-4: यूएसए कथनी में पूर्व शोधकर्ता मोबाइल प्रचालक समिति ने व्यक्तिगत गतिविधियों मनोरंजन के साथ संयोजन के रूप में वर्णित किया है गेमिंग से बचने के लिए कोशिश की जानी चाहिए जो गहन चिंता का कारण बन सकती है यूएसए कथनी में पूर्व शोधकर्ता मोबाइल प्रचालक समिति ने व्यक्तिगत गतिविधियों मनोरंजन के साथ संयोजन के रूप में वर्णित किया है गेमिंग से बचने के लिए कोशिश की जानी चाहिए जो गहन चिंता का कारण बन सकती है यूएसए कथनी में पूर्व शोधकर्ता मोबाइल प्रचालक समिति ने व्यक्तिगत गतिविधियों मनोरंजन के साथ संयोजन के रूप में वर्णित किया है गेमिंग से बचने के लिए कोशिश की जानी चाहिए जो गहन चिंता का कारण बन सकती है यूएसए कथनी में पूर्व शोधकर्ता मोबाइल प्रचालक समिति ने व्यक्तिगत गतिविधियों मनोरंजन के साथ संयोजन के रूप में वर्णित किया है गेमिंग से बचने के लिए कोशिश की जानी चाहिए जो गहन चिंता का कारण बन सकती है यूएसए कथनी में पूर्व शोधकर्ता मोबाइल प्रचालक समिति ने व्यक्तिगत गतिविधियों मनोरंजन के साथ संयोजन के रूप में वर्णित किया है गेमिंग से बचने के लिए कोशिश की जानी चाहिए जो गहन चिंता का कारण बन सकती है यूएसए कथनी में पूर्व शोधकर्ता मोबाइल प्रचालक समिति ने व्यक्तिगत गतिविधियों मनोरंजन के साथ संयोजन के रूप में वर्णित किया है गेमिंग से बचने के लिए कोशिश की जानी चाहिए जो गहन चिंता का कारण बन सकती है यूएसए कथनी में पूर्व शोधकर्ता मोबाइल प्रचालक समिति ने व्यक्तिगत गतिविधियों मनोरंजन के साथ संयोजन के रूप में: [345, 322, 463, 405]
arthritis-headline: पुरुषों के मुकाबले महिलाओं को आर्थराइटिस का खतरा अधिक : अरुणिमा पटेल: [42, 417, 330, 453]
page-gap-bottom: [0, 1140, 675, 1174]
arthritis-col-5: आर्थोपेडिस्ट डॉ ने कहा पुरुषों के मुकाबले महिलाओं में यह रोग तीन गुना अधिक होता है विशेष रूप से रजोनिवृत्ति के बाद हड्डियों का घनत्व कम हो जाता है और जोड़ों में दर्द बढ़ता है आर्थोपेडिस्ट डॉ ने कहा पुरुषों के मुकाबले महिलाओं में यह रोग तीन गुना अधिक होता है विशेष रूप से रजोनिवृत्ति के बाद हड्डियों का घनत्व कम हो जाता है और जोड़ों में दर्द बढ़ता है आर्थोपेडिस्ट डॉ ने कहा पुरुषों के मुकाबले महिलाओं में यह रोग तीन गुना अधिक होता है विशेष रूप से रजोनिवृत्ति के बाद हड्डियों का घनत्व कम हो जाता है और जोड़ों में दर्द बढ़ता है आर्थोपेडिस्ट डॉ ने कहा पुरुषों के मुकाबले महिलाओं में यह रोग तीन गुना अधिक होता है विशेष रूप से रजोनिवृत्ति के बाद हड्डियों का घनत्व कम हो जाता है और जोड़ों में दर्द बढ़ता है आर्थोपेडिस्ट डॉ ने कहा पुरुषों के मुकाबले महिलाओं में यह रोग तीन गुना अधिक होता है विशेष रूप से रजोनिवृत्ति के बाद हड्डियों का घनत्व कम हो जाता है और जोड़ों में दर्द बढ़ता है आर्थोपेडिस्ट डॉ ने कहा पुरुषों के मुकाबले महिलाओं में यह रोग तीन गुना अधिक होता है विशेष रूप से रजोनिवृत्ति के बाद हड्डियों का घनत्व कम हो जाता है और जोड़ों में दर्द बढ़ता है आर्थोपेडिस्ट डॉ ने कहा पुरुषों के मुकाबले महिलाओं में यह रोग तीन गुना अधिक होता है विशेष रूप से रजोनिवृत्ति के बाद हड्डियों का घनत्व कम हो जाता है और जोड़ों में दर्द बढ़ता है आर्थोपेडिस्ट डॉ ने कहा पुरुषों के मुकाबले महिलाओं में यह रोग तीन गुना अधिक होता है विशेष रूप से रजोनिवृत्ति के बाद हड्डियों का घनत्व कम हो जाता है और जोड़ों में दर्द बढ़ता है आर्थोपेडिस्ट डॉ ने कहा पुरुषों के मुकाबले महिलाओं में यह रोग तीन गुना अधिक होता है विशेष रूप से रजोनिवृत्ति के बाद हड्डियों का घनत्व कम हो जाता है और जोड़ों में दर्द बढ़ता है: [238, 556, 332, 675]
eye-drop-icon: [447, 440, 559, 524]
prev-column-3: इस बीच अस्पताल प्रशासन ने कहा कि दोषियों के खिलाफ सख्त कार्रवाई की जाएगी और मरीजों के इलाज में किसी प्रकार की बाधा नहीं आने दी जाएगी कर्मचारियों की सुरक्षा के लिए नए उपाय किए जाएंगे इस बीच अस्पताल प्रशासन ने कहा कि दोषियों के खिलाफ सख्त कार्रवाई की जाएगी और मरीजों के इलाज में किसी प्रकार की बाधा नहीं आने दी जाएगी कर्मचारियों की सुरक्षा के लिए नए उपाय किए जाएंगे इस बीच अस्पताल प्रशासन ने कहा कि दोषियों के खिलाफ सख्त कार्रवाई की जाएगी और मरीजों के इलाज में किसी प्रकार की बाधा नहीं आने दी जाएगी कर्मचारियों की सुरक्षा के लिए नए उपाय किए जाएंगे इस बीच अस्पताल प्रशासन ने कहा कि दोषियों के खिलाफ सख्त कार्रवाई की जाएगी और मरीजों के इलाज में किसी प्रकार की बाधा नहीं आने दी जाएगी कर्मचारियों की सुरक्षा के लिए नए उपाय किए जाएंगे इस बीच अस्पताल प्रशासन ने कहा कि दोषियों के खिलाफ सख्त कार्रवाई की जाएगी और मरीजों के इलाज में किसी प्रकार की बाधा नहीं आने दी जाएगी कर्मचारियों की सुरक्षा के लिए नए उपाय किए जाएंगे इस बीच अस्पताल प्रशासन ने कहा कि दोषियों के खिलाफ सख्त कार्रवाई की जाएगी और मरीजों के इलाज में किसी प्रकार की बाधा नहीं आने: [252, 4, 324, 112]
next-masthead: ओपन वॉयस: [570, 1177, 639, 1195]
reliance-headline: रिलायंस रिटेल को री-टेक अवार्ड का एलान: [493, 742, 663, 774]
column-divider: [337, 414, 338, 734]
reliance-col-3: पुरस्कार समारोह अगले महीने मुंबई में आयोजित होगा जिसमें देश विदेश के कई उद्योगपति भाग लेंगे कंपनी के अधिकारियों ने इस उपलब्धि के लिए कर्मचारियों का आभार व्यक्त किया पुरस्कार समारोह अगले महीने मुंबई में आयोजित होगा जिसमें देश विदेश के कई उद्योगपति भाग लेंगे कंपनी के अधिकारियों ने इस उपलब्धि के लिए कर्मचारियों का आभार व्यक्त किया पुरस्कार समारोह अगले महीने मुंबई में आयोजित होगा जिसमें देश विदेश के कई उद्योगपति भाग लेंगे कंपनी के अधिकारियों ने इस उपलब्धि के लिए कर्मचारियों का आभार व्यक्त किया पुरस्कार समारोह अगले महीने मुंबई में आयोजित होगा जिसमें देश विदेश के कई उद्योगपति भाग लेंगे कंपनी के अधिकारियों ने इस उपलब्धि के लिए कर्मचारियों का आभार व्यक्त किया पुरस्कार समारोह अगले महीने मुंबई में आयोजित होगा जिसमें देश विदेश के कई उद्योगपति भाग लेंगे कंपनी के अधिकारियों ने इस उपलब्धि के लिए कर्मचारियों का आभार व्यक्त किया पुरस्कार समारोह अगले महीने मुंबई में आयोजित होगा जिसमें देश विदेश के कई उद्योगपति भाग लेंगे कंपनी के अधिकारियों ने इस उपलब्धि के लिए कर्मचारियों का आभार व्यक्त किया पुरस्कार समारोह अगले महीने मुंबई में आयोजित होगा जिसमें देश विदेश के कई उद्योगपति भाग लेंगे कंपनी के अधिकारियों ने इस उपलब्धि के लिए कर्मचारियों का आभार व्यक्त किया पुरस्कार समारोह अगले महीने मुंबई में आयोजित होगा जिसमें देश विदेश के कई उद्योगपति भाग लेंगे कंपनी के अधिकारियों ने इस उपलब्धि के लिए कर्मचारियों का आभार व्यक्त किया पुरस्कार समारोह अगले महीने मुंबई में आयोजित होगा जिसमें देश विदेश के कई उद्योगपति भाग लेंगे कंपनी के अधिकारियों ने इस उपलब्धि के लिए कर्मचारियों का आभार व्यक्त किया: [612, 781, 665, 994]
cataract-headline: सफेद मोतिया का फेमटोसेकंड से बेहतर इलाज : डॉ. सचदेवा: [343, 416, 640, 432]
hands-icon: [106, 463, 238, 551]
next-section-title: कारोबार: [305, 1182, 341, 1196]
vitiligo-col-5: कार्यक्रम में मरीजों ने अपने अनुभव साझा किए और बताया कि किस प्रकार उन्होंने इस बीमारी के साथ जीना सीखा जागरूकता से ही इस रोग से जुड़ी भ्रांतियाँ दूर होंगी कार्यक्रम में मरीजों ने अपने अनुभव साझा किए और बताया कि किस प्रकार उन्होंने इस बीमारी के साथ जीना सीखा जागरूकता से ही इस रोग से जुड़ी भ्रांतियाँ दूर होंगी कार्यक्रम में मरीजों ने अपने अनुभव साझा किए और बताया कि किस प्रकार उन्होंने इस बीमारी के साथ जीना सीखा जागरूकता से ही इस रोग से जुड़ी भ्रांतियाँ दूर होंगी कार्यक्रम में मरीजों ने अपने अनुभव साझा किए और बताया कि किस प्रकार उन्होंने इस बीमारी के साथ जीना सीखा जागरूकता से ही इस रोग से जुड़ी भ्रांतियाँ दूर होंगी कार्यक्रम में मरीजों ने अपने अनुभव साझा किए और बताया कि किस प्रकार उन्होंने इस बीमारी के साथ जीना सीखा जागरूकता से ही इस रोग से जुड़ी भ्रांतियाँ दूर होंगी कार्यक्रम में मरीजों ने अपने अनुभव साझा किए और बताया कि किस प्रकार उन्होंने इस बीमारी के साथ जीना सीखा जागरूकता से ही इस रोग से जुड़ी भ्रांतियाँ दूर होंगी कार्यक्रम में मरीजों ने अपने अनुभव साझा किए और बताया कि किस प्रकार उन्होंने इस बीमारी के साथ जीना सीखा जागरूकता से ही इस रोग से जुड़ी भ्रांतियाँ दूर होंगी कार्यक्रम में मरीजों ने अपने अनुभव साझा किए और बताया कि किस प्रकार उन्होंने इस बीमारी के साथ जीना सीखा जागरूकता से ही इस रोग से जुड़ी भ्रांतियाँ दूर होंगी कार्यक्रम में मरीजों ने अपने अनुभव साझा किए और बताया कि किस प्रकार उन्होंने इस बीमारी के साथ जीना सीखा जागरूकता से ही इस रोग से जुड़ी भ्रांतियाँ दूर होंगी: [336, 772, 406, 922]
section-title: विशेष: [310, 151, 337, 166]
prev-column-4: घटना के बाद से ही कर्मचारी नाराज हैं और वे अपनी मांगों पर अड़े हुए हैं उन्होंने कहा कि जब तक दोषियों की गिरफ्तारी नहीं होती तब तक आंदोलन जारी रहेगा प्रशासन से बातचीत चल रही है घटना के बाद से ही कर्मचारी नाराज हैं और वे अपनी मांगों पर अड़े हुए हैं उन्होंने कहा कि जब तक दोषियों की गिरफ्तारी नहीं होती तब तक आंदोलन जारी रहेगा प्रशासन से बातचीत चल रही है घटना के बाद से ही कर्मचारी नाराज हैं और वे अपनी मांगों पर अड़े हुए हैं उन्होंने कहा कि जब तक दोषियों की गिरफ्तारी नहीं होती तब तक आंदोलन जारी रहेगा प्रशासन से बातचीत चल रही है घटना के बाद से ही कर्मचारी नाराज हैं और वे अपनी मांगों पर अड़े हुए हैं उन्होंने कहा कि जब तक दोषियों की गिरफ्तारी नहीं होती तब तक आंदोलन जारी रहेगा प्रशासन से बातचीत चल रही है घटना के बाद से ही कर्मचारी नाराज हैं और वे अपनी मांगों पर अड़े हुए हैं उन्होंने कहा कि जब तक दोषियों की गिरफ्तारी नहीं होती तब तक आंदोलन जारी रहेगा प्रशासन से बातचीत चल रही है घटना के बाद से ही कर्मचारी नाराज हैं और वे अपनी मांगों पर अड़े हुए हैं उन्होंने कहा कि जब तक दोषियों की गिरफ्तारी नहीं होती तब तक आंदोलन जारी रहेगा प्रशासन से बातचीत चल रही है घटना के बाद से ही कर्मचारी नाराज हैं और वे अपनी मांगों पर अड़े हुए हैं उन्होंने कहा कि जब तक दोषियों की गिरफ्तारी नहीं होती तब तक: [332, 4, 412, 112]
doctor-caption: डॉ. के.के. अग्रवाल: [54, 319, 96, 326]
vitiligo-col-2: विटिलिगो एक ऑटोइम्यून बीमारी है जिसमें त्वचा का रंग सफेद हो जाता है यह संक्रामक नहीं है और छूने से नहीं फैलता मरीजों में अवसाद की समस्या अधिक देखी जाती है विटिलिगो एक ऑटोइम्यून बीमारी है जिसमें त्वचा का रंग सफेद हो जाता है यह संक्रामक नहीं है और छूने से नहीं फैलता मरीजों में अवसाद की समस्या अधिक देखी जाती है विटिलिगो एक ऑटोइम्यून बीमारी है जिसमें त्वचा का रंग सफेद हो जाता है यह संक्रामक नहीं है और छूने से नहीं फैलता मरीजों में अवसाद की समस्या अधिक देखी जाती है विटिलिगो एक ऑटोइम्यून बीमारी है जिसमें त्वचा का रंग सफेद हो जाता है यह संक्रामक नहीं है और छूने से नहीं फैलता मरीजों में अवसाद की समस्या अधिक देखी जाती है विटिलिगो एक ऑटोइम्यून बीमारी है जिसमें त्वचा का रंग सफेद हो जाता है यह संक्रामक नहीं है और छूने से नहीं फैलता मरीजों में अवसाद की समस्या अधिक देखी जाती है विटिलिगो एक ऑटोइम्यून बीमारी है जिसमें त्वचा का रंग सफेद हो जाता है यह संक्रामक नहीं है और छूने से नहीं फैलता मरीजों में अवसाद की समस्या अधिक देखी जाती है विटिलिगो एक ऑटोइम्यून बीमारी है जिसमें त्वचा का रंग सफेद हो जाता है यह संक्रामक नहीं है और छूने से नहीं फैलता मरीजों में अवसाद की समस्या अधिक देखी जाती है विटिलिगो एक ऑटोइम्यून बीमारी है जिसमें त्वचा का रंग सफेद हो जाता है यह संक्रामक नहीं है और छूने से नहीं फैलता मरीजों में अवसाद की समस्या अधिक देखी जाती है विटिलिगो एक ऑटोइम्यून बीमारी है जिसमें त्वचा का रंग सफेद हो जाता है यह संक्रामक नहीं है और छूने से नहीं फैलता मरीजों में अवसाद की समस्या अधिक देखी जाती है: [118, 866, 188, 1016]
gaming-rule: [38, 204, 666, 205]
prev-column-5: बिहार के कई अस्पतालों में ऐसी घटनाएं पहले भी हो चुकी हैं डॉक्टरों ने सुरक्षा की मांग को लेकर मुख्यमंत्री को ज्ञापन सौंपा है और जल्द कार्रवाई की अपील की है बिहार के कई अस्पतालों में ऐसी घटनाएं पहले भी हो चुकी हैं डॉक्टरों ने सुरक्षा की मांग को लेकर मुख्यमंत्री को ज्ञापन सौंपा है और जल्द कार्रवाई की अपील की है बिहार के कई अस्पतालों में ऐसी घटनाएं पहले भी हो चुकी हैं डॉक्टरों ने सुरक्षा की मांग को लेकर मुख्यमंत्री को ज्ञापन सौंपा है और जल्द कार्रवाई की अपील की है बिहार के कई अस्पतालों में ऐसी घटनाएं पहले भी हो चुकी हैं डॉक्टरों ने सुरक्षा की मांग को लेकर मुख्यमंत्री को ज्ञापन सौंपा है और जल्द कार्रवाई की अपील की है बिहार के कई अस्पतालों में ऐसी घटनाएं पहले भी हो चुकी हैं डॉक्टरों ने सुरक्षा की मांग को लेकर मुख्यमंत्री को ज्ञापन सौंपा है और जल्द कार्रवाई की अपील की है बिहार के कई अस्पतालों में ऐसी घटनाएं पहले भी हो चुकी हैं डॉक्टरों ने सुरक्षा की मांग को लेकर मुख्यमंत्री को ज्ञापन सौंपा है और जल्द कार्रवाई की अपील की है बिहार के कई अस्पतालों में ऐसी घटनाएं पहले भी हो चुकी हैं डॉक्टरों ने सुरक्षा की मांग को लेकर मुख्यमंत्री को ज्ञापन सौंपा है और जल्द कार्रवाई की अपील की है बिहार के कई अस्पतालों में ऐसी घटनाएं पहले भी हो चुकी हैं डॉक्टरों ने सुरक्षा की मांग को लेकर मुख्यमंत्री को ज्ञापन सौंपा है और जल्द कार्रवाई की अपील की है बिहार के कई अस्पतालों में ऐसी घटनाएं पहले भी हो चुकी हैं डॉक्टरों ने सुरक्षा की मांग को लेकर मुख्यमंत्री को ज्ञापन सौंपा है और जल्द कार्रवाई की अपील की है: [420, 4, 512, 112]
gaming-photo: [345, 209, 463, 319]
